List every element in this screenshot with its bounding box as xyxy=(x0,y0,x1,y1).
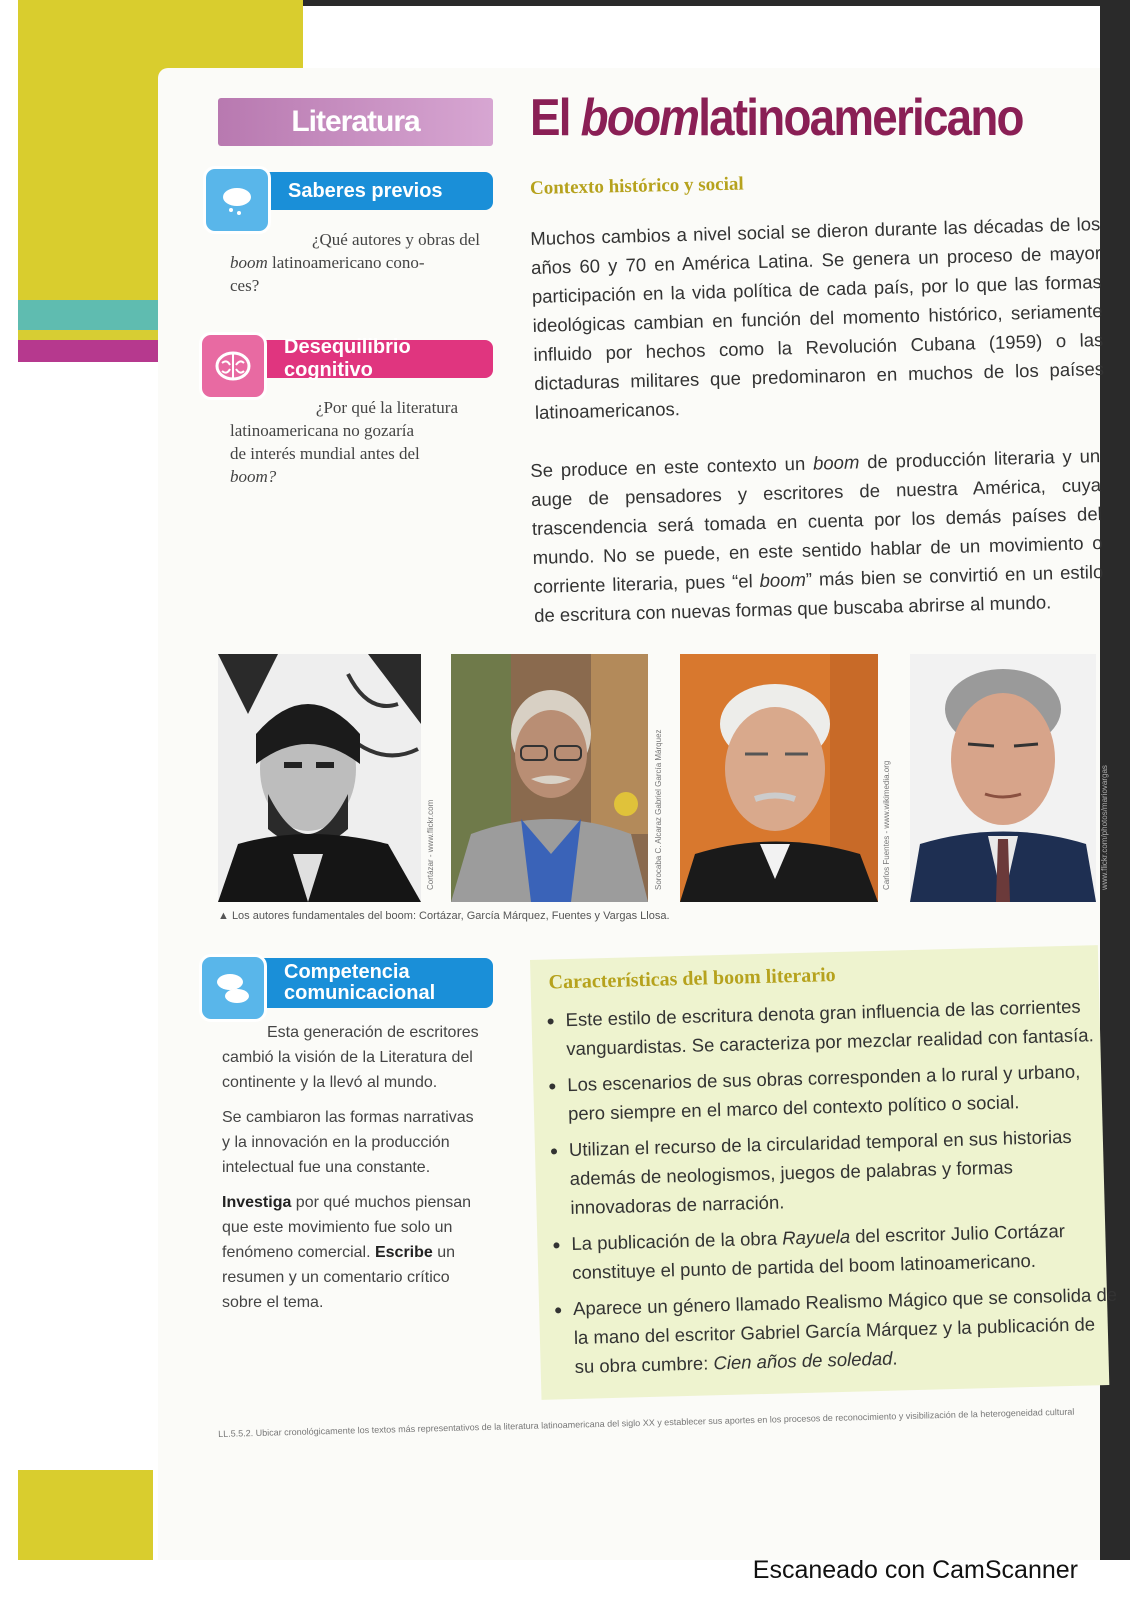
photo-vargas-llosa xyxy=(910,654,1096,902)
photo-garcia-marquez xyxy=(451,654,648,902)
photo-credit: Carlos Fuentes - www.wikimedia.org xyxy=(882,760,891,890)
list-item xyxy=(573,1280,1120,1381)
list-italic: Rayuela xyxy=(781,1225,851,1249)
para2-text: ” más bien se convirtió en un estilo de escritura con nuevas formas que buscaba abrirse al mundo. xyxy=(533,561,1104,626)
competencia-text xyxy=(222,1020,484,1325)
title-italic: boom xyxy=(580,89,699,147)
saberes-italic: boom xyxy=(230,253,268,272)
photo-caption: ▲ Los autores fundamentales del boom: Cortázar, García Márquez, Fuentes y Vargas Llosa. xyxy=(218,910,670,922)
watermark: Escaneado con CamScanner xyxy=(752,1556,1078,1584)
title-word: El xyxy=(530,89,570,147)
list-text: del escritor Julio Cortázar constituye el punto de partida del boom latinoamericano. xyxy=(571,1220,1066,1283)
list-item xyxy=(571,1215,1117,1287)
caracteristicas-list xyxy=(541,991,1120,1389)
para2-italic: boom xyxy=(759,568,807,592)
desequilibrio-text xyxy=(230,396,480,488)
context-subheading: Contexto histórico y social xyxy=(529,173,744,199)
scan-edge-top xyxy=(303,0,1103,6)
context-paragraph-2 xyxy=(530,441,1104,630)
competencia-paragraph xyxy=(222,1190,484,1315)
saberes-text: latinoamericano cono- xyxy=(267,253,425,272)
competencia-paragraph: Esta generación de escritores cambió la visión de la Literatura del continente y la llevó al mundo. xyxy=(222,1024,479,1091)
list-italic: Cien años de soledad xyxy=(713,1347,893,1374)
desequilibrio-line: latinoamericana no gozaría xyxy=(230,421,415,440)
list-item: • Este estilo de escritura denota gran influencia de las corrientes vanguardistas. Se caracteriza por mezclar realidad con fantasía. xyxy=(565,991,1111,1063)
page-title xyxy=(530,88,1023,148)
photo-credit: www.flickr.com/photos/mariovargas xyxy=(1100,765,1109,890)
photo-credit: Cortázar - www.flickr.com xyxy=(426,799,435,890)
teal-stripe xyxy=(18,300,158,330)
competencia-text-span: por qué muchos piensan que este movimiento fue solo un fenómeno comercial. xyxy=(222,1194,472,1261)
photo-credit: Sorocaba C. Alcaraz Gabriel García Márquez xyxy=(654,729,663,890)
para2-text: de producción literaria y un auge de pensadores y escritores de nuestra América, cuya trascendencia será tomada en cuenta por los demás países del mundo. No se puede, en este sentido hablar de un movimiento o corriente literaria, pues “el xyxy=(530,445,1103,597)
photo-fuentes xyxy=(680,654,878,902)
list-item: • Utilizan el recurso de la circularidad temporal en sus historias además de neologismos, juegos de palabras y formas innovadoras de narración. xyxy=(569,1121,1116,1222)
competencia-paragraph: Se cambiaron las formas narrativas y la innovación en la producción intelectual fue una constante. xyxy=(222,1109,474,1176)
list-text: Aparece un género llamado Realismo Mágico que se consolida de la mano del escritor Gabriel García Márquez y la publicación de su obra cumbre: xyxy=(572,1283,1118,1377)
competencia-label: Competencia xyxy=(284,961,410,983)
curriculum-footnote: LL.5.5.2. Ubicar cronológicamente los textos más representativos de la literatura latinoamericana del siglo XX y establecer sus aportes en los procesos de reconocimiento y visibilización de la heterogeneidad cultural xyxy=(218,1406,1075,1439)
saberes-line: ces? xyxy=(230,276,260,295)
context-paragraph-1: Muchos cambios a nivel social se dieron durante las décadas de los años 60 y 70 en América Latina. Se genera un proceso de mayor participación en la vida política de cada país, por lo que las formas ideológicas cambian en función del momento histórico, seriamente influido por hechos como la Revolución Cubana (1959) o las dictaduras militares que predominaron en muchos de los países latinoamericanos. xyxy=(530,213,1105,423)
list-text: La publicación de la obra xyxy=(571,1227,783,1255)
competencia-text-span: un resumen y un comentario crítico sobre el tema. xyxy=(222,1244,456,1311)
saberes-line xyxy=(230,251,480,274)
brain-icon xyxy=(199,332,267,400)
list-text: . xyxy=(892,1347,898,1369)
list-item: • Los escenarios de sus obras corresponden a lo rural y urbano, pero siempre en el marco del contexto político o social. xyxy=(567,1056,1113,1128)
title-rest: latinoamericano xyxy=(698,89,1023,147)
desequilibrio-line: boom? xyxy=(230,467,277,486)
caracteristicas-title: Características del boom literario xyxy=(548,964,836,994)
yellow-corner xyxy=(18,1470,153,1560)
competencia-bold: Investiga xyxy=(222,1194,292,1211)
para2-text: Se produce en este contexto un xyxy=(530,452,814,481)
saberes-previos-label: Saberes previos xyxy=(288,179,443,202)
section-tag: Literatura xyxy=(218,98,493,146)
desequilibrio-line: ¿Por qué la literatura xyxy=(315,398,458,417)
caracteristicas-box xyxy=(530,945,1118,1400)
competencia-bold: Escribe xyxy=(374,1244,433,1261)
desequilibrio-line: de interés mundial antes del xyxy=(230,444,420,463)
photo-cortazar xyxy=(218,654,421,902)
para2-italic: boom xyxy=(812,451,860,474)
speech-bubbles-icon xyxy=(199,954,267,1022)
magenta-stripe xyxy=(18,340,158,362)
competencia-label: comunicacional xyxy=(284,982,436,1004)
saberes-previos-text xyxy=(230,228,480,297)
desequilibrio-label: Desequilibrio cognitivo xyxy=(284,336,411,381)
cloud-icon xyxy=(203,166,271,234)
saberes-line: ¿Qué autores y obras del xyxy=(311,230,480,249)
